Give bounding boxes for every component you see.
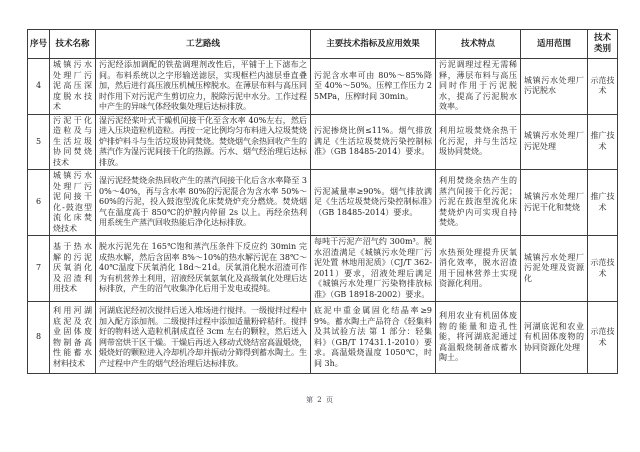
col-header-serial-no: 序号	[28, 30, 50, 59]
col-header-scope: 适用范围	[521, 30, 588, 59]
table-row	[28, 59, 618, 115]
cell-tech-name: 利用河湖底泥及农业固体废物制备高性能蓄水材料技术	[50, 302, 96, 374]
col-header-process-route: 工艺路线	[96, 30, 311, 59]
cell-indicators: 每吨干污泥产沼气约 300m³。脱水沼渣满足《城镇污水处理厂污泥处置 林地用泥质》（CJ/T 362-2011）要求，沼液处理后满足《城镇污水处理厂污染物排放标准》（GB 18918-2002）要求。	[311, 236, 436, 302]
cell-process-route: 河湖底泥经初次搅拌后送入堆场进行搅拌。一级搅拌过程中加入配方添加剂。二级搅拌过程中添加适量粉碎秸秆。搅拌好的物料送入造粒机制成直径 3cm 左右的颗粒，然后送入网带窑烘干区干燥。干燥后再送入移动式烧结窑高温煅烧，煅烧好的颗粒进入冷却机冷却并振动分筛得到蓄水陶土。生产过程中产生的烟气经治理后达标排放。	[96, 302, 311, 374]
cell-tech-name: 城镇污水处理厂污泥高压深度脱水技术	[50, 59, 96, 115]
table-row	[28, 302, 618, 374]
cell-process-route: 脱水污泥先在 165℃饱和蒸汽压条件下反应约 30min 完成热水解，然后含固率 8%～10%的热水解污泥在 38℃～40℃温度下厌氧消化 18d～21d。厌氧消化脱水沼渣可作为有机营养土利用，沼液经厌氧氨氧化及高级氧化处理后达标排放，产生的沼气收集净化后用于发电或提纯。	[96, 236, 311, 302]
cell-indicators: 污泥掺烧比例≤11%。烟气排放满足《生活垃圾焚烧污染控制标准》（GB 18485-2014）要求。	[311, 114, 436, 170]
col-header-indicators: 主要技术指标及应用效果	[311, 30, 436, 59]
cell-serial-no: 5	[28, 114, 50, 170]
cell-scope: 城镇污水处理厂污泥脱水	[521, 59, 588, 115]
cell-features: 水热预处理提升厌氧消化效率，脱水沼渣用于园林营养土实现资源化利用。	[436, 236, 521, 302]
cell-category: 推广技术	[588, 114, 618, 170]
cell-tech-name: 城镇污水处理厂污泥间接干化-鼓泡型流化床焚烧技术	[50, 170, 96, 236]
cell-indicators: 底泥中重金属固化结晶率≥99%。蓄水陶土产品符合《轻集料及其试验方法 第 1 部分：轻集料》（GB/T 17431.1-2010）要求。高温煅烧温度 1050℃，时间 3h。	[311, 302, 436, 374]
table-header-row	[28, 30, 618, 59]
col-header-features: 技术特点	[436, 30, 521, 59]
cell-features: 利用垃圾焚烧余热干化污泥，并与生活垃圾协同焚烧。	[436, 114, 521, 170]
cell-serial-no: 8	[28, 302, 50, 374]
cell-serial-no: 7	[28, 236, 50, 302]
cell-process-route: 污泥经添加调配的铁盐调理剂改性后，平铺于上下滤布之间。布料系统以之字形输送滤层，实现框栏内滤层垂直叠加，然后进行高压液压机械压榨脱水。在薄层布料与高压同时作用下对污泥产生剪切应力，脱除污泥中水分。工作过程中产生的异味气体经收集处理后达标排放。	[96, 59, 311, 115]
table-row	[28, 114, 618, 170]
cell-scope: 城镇污水处理厂污泥处理及资源化	[521, 236, 588, 302]
table-row	[28, 236, 618, 302]
cell-serial-no: 6	[28, 170, 50, 236]
cell-indicators: 污泥减量率≥90%。烟气排放满足《生活垃圾焚烧污染控制标准》（GB 18485-2014）要求。	[311, 170, 436, 236]
cell-process-route: 湿污泥经焚烧余热回收产生的蒸汽间接干化后含水率降至 30%～40%，再与含水率 80%的污泥混合为含水率 50%～60%的污泥，投入鼓泡型流化床焚烧炉充分燃烧。焚烧烟气在温度高于 850℃的炉膛内停留 2s 以上。再经余热利用系统生产蒸汽回收热能后净化达标排放。	[96, 170, 311, 236]
technology-table	[27, 29, 618, 374]
col-header-tech-name: 技术名称	[50, 30, 96, 59]
cell-scope: 城镇污水处理厂污泥处理	[521, 114, 588, 170]
cell-features: 利用焚烧余热产生的蒸汽间接干化污泥；污泥在鼓泡型流化床焚烧炉内可实现自持焚烧。	[436, 170, 521, 236]
table-row	[28, 170, 618, 236]
cell-serial-no: 4	[28, 59, 50, 115]
cell-tech-name: 基于热水解的污泥厌氧消化及沼渣利用技术	[50, 236, 96, 302]
cell-indicators: 污泥含水率可由 80%～85%降至 40%～50%。压榨工作压力 25MPa，压榨时间 30min。	[311, 59, 436, 115]
cell-features: 利用农业有机固体废物的能量和造孔性能，将河湖底泥通过高温煅烧制备成蓄水陶土。	[436, 302, 521, 374]
cell-category: 推广技术	[588, 170, 618, 236]
cell-scope: 河湖底泥和农业有机固体废物的协同资源化处理	[521, 302, 588, 374]
cell-features: 污泥调理过程无需稀释，薄层布料与高压同时作用于污泥脱水，提高了污泥脱水效率。	[436, 59, 521, 115]
col-header-category: 技术类别	[588, 30, 618, 59]
cell-category: 示范技术	[588, 59, 618, 115]
cell-tech-name: 污泥干化造粒及与生活垃圾协同焚烧技术	[50, 114, 96, 170]
cell-category: 示范技术	[588, 302, 618, 374]
cell-category: 示范技术	[588, 236, 618, 302]
page-number: 第 2 页	[306, 396, 334, 404]
cell-scope: 城镇污水处理厂污泥干化和焚烧	[521, 170, 588, 236]
cell-process-route: 湿污泥经桨叶式干燥机间接干化至含水率 40%左右，然后进入压块造粒机造粒。再按一定比例均匀布料进入垃圾焚烧炉排炉料斗与生活垃圾协同焚烧。焚烧烟气余热回收产生的蒸汽作为湿污泥间接干化的热源。污水、烟气经治理后达标排放。	[96, 114, 311, 170]
